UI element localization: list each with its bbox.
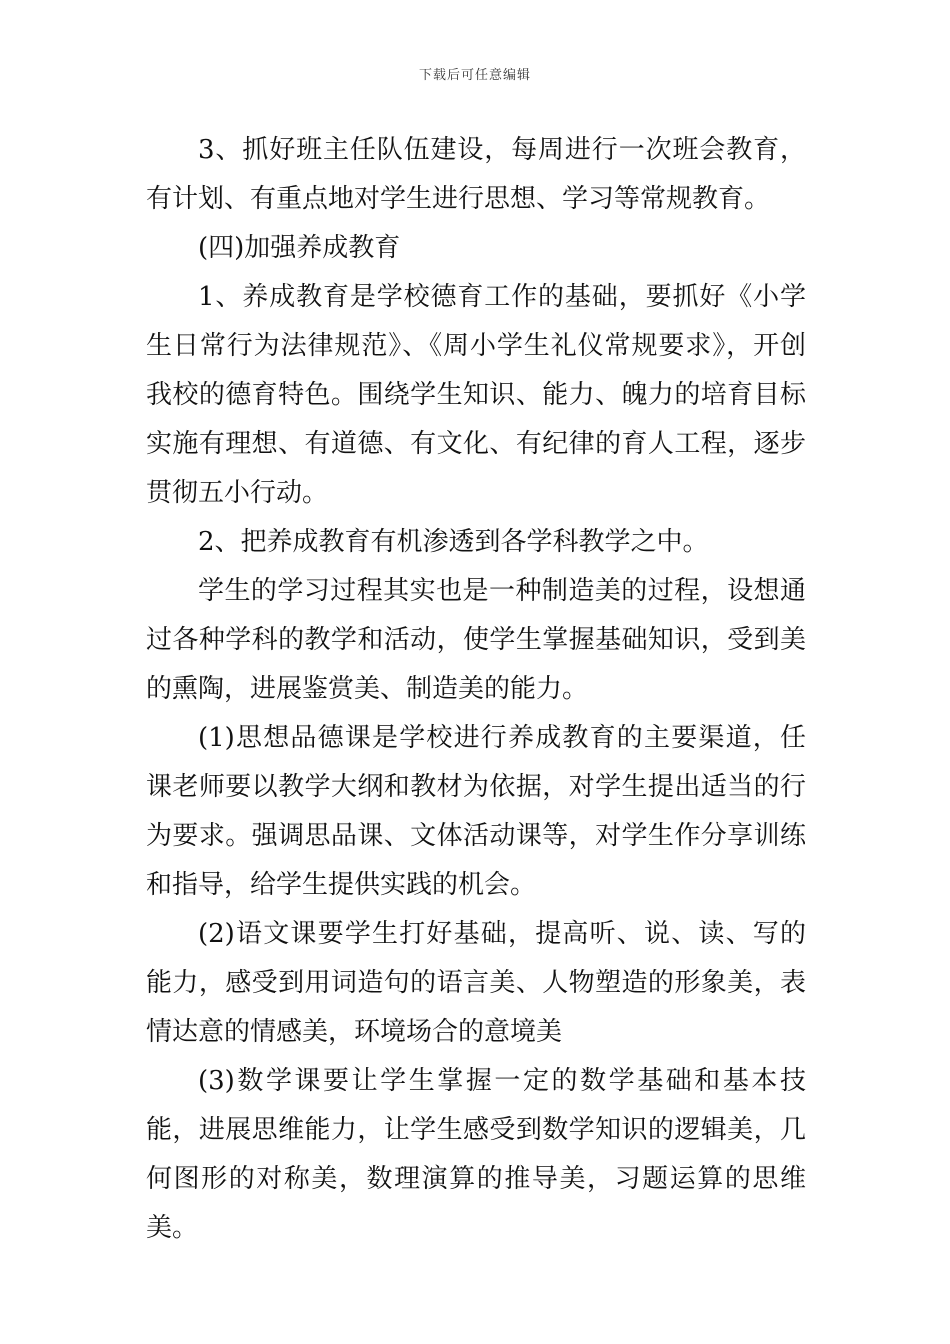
paragraph-math-class: (3)数学课要让学生掌握一定的数学基础和基本技能，进展思维能力，让学生感受到数学知识的逻辑美，几何图形的对称美，数理演算的推导美，习题运算的思维美。 [146,1066,806,1243]
section-heading-habit-education: (四)加强养成教育 [198,233,401,263]
paragraph-habit-foundation: 1、养成教育是学校德育工作的基础，要抓好《小学生日常行为法律规范》、《周小学生礼仪常规要求》，开创我校的德育特色。围绕学生知识、能力、魄力的培育目标实施有理想、有道德、有文化、有纪律的育人工程，逐步贯彻五小行动。 [146,282,806,508]
paragraph-class-teacher: 3、抓好班主任队伍建设，每周进行一次班会教育，有计划、有重点地对学生进行思想、学习等常规教育。 [146,135,806,214]
document-body [146,126,806,1253]
paragraph-subject-integration: 2、把养成教育有机渗透到各学科教学之中。 [198,527,709,557]
paragraph-learning-beauty: 学生的学习过程其实也是一种制造美的过程，设想通过各种学科的教学和活动，使学生掌握基础知识，受到美的熏陶，进展鉴赏美、制造美的能力。 [146,576,806,704]
paragraph-moral-class: (1)思想品德课是学校进行养成教育的主要渠道，任课老师要以教学大纲和教材为依据，对学生提出适当的行为要求。强调思品课、文体活动课等，对学生作分享训练和指导，给学生提供实践的机会。 [146,723,806,900]
page-header-note: 下载后可任意编辑 [418,68,531,83]
paragraph-chinese-class: (2)语文课要学生打好基础，提高听、说、读、写的能力，感受到用词造句的语言美、人物塑造的形象美，表情达意的情感美，环境场合的意境美 [146,919,806,1047]
